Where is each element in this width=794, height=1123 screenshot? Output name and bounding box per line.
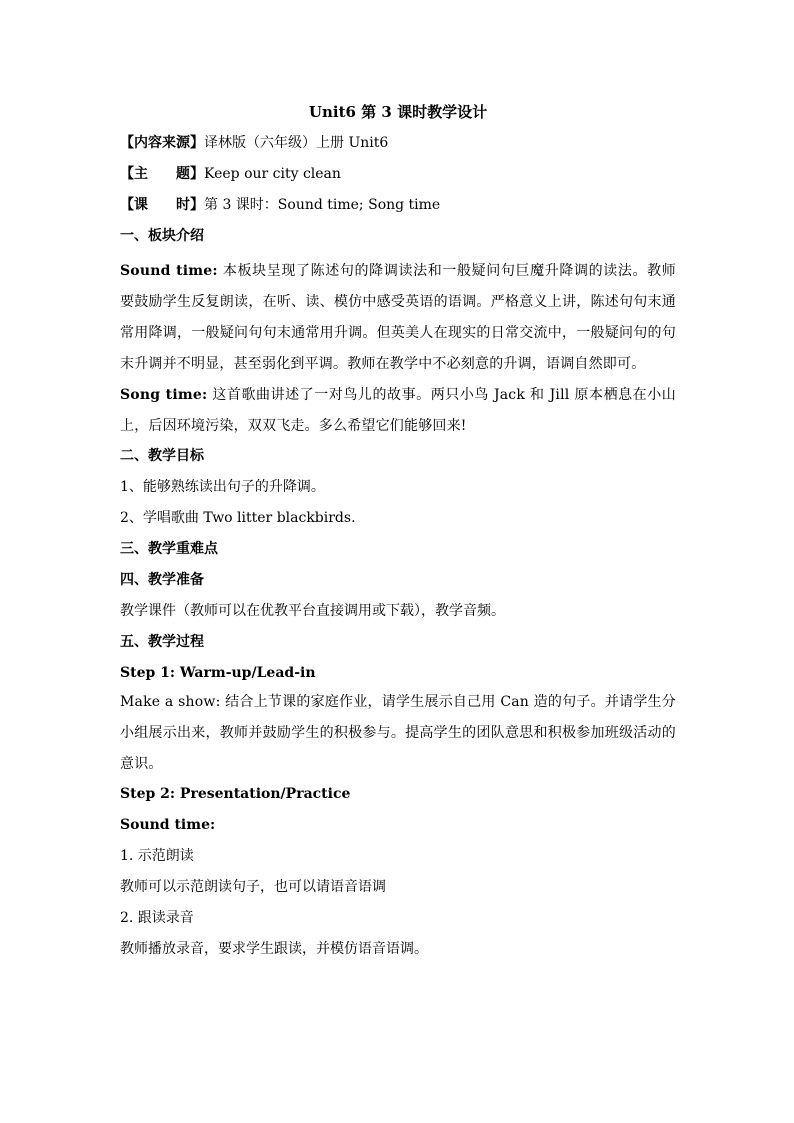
intro-sound-paragraph [120, 256, 676, 380]
section-heading-difficulties: 三、教学重难点 [120, 541, 218, 557]
step2-title: Step 2: Presentation/Practice [120, 786, 351, 802]
process-item-2-text: 教师播放录音，要求学生跟读，并模仿语音语调。 [120, 941, 428, 957]
goal-item-1: 1、能够熟练读出句子的升降调。 [120, 479, 325, 495]
source-label: 【内容来源】 [120, 135, 204, 151]
section-heading-goals: 二、教学目标 [120, 448, 204, 464]
period-line [120, 194, 676, 216]
sound-time-title: Sound time: [120, 817, 216, 833]
document-title: Unit6 第 3 课时教学设计 [308, 103, 488, 121]
period-label-b: 时】 [176, 197, 204, 213]
section-heading-preparation: 四、教学准备 [120, 572, 204, 588]
step1-paragraph: Make a show: 结合上节课的家庭作业，请学生展示自己用 Can 造的句子。并请学生分小组展示出来，教师并鼓励学生的积极参与。提高学生的团队意思和积极参加班级活动的意识。 [120, 694, 676, 772]
intro-song-label: Song time: [120, 387, 208, 403]
process-item-1-text: 教师可以示范朗读句子，也可以请语音语调 [120, 879, 386, 895]
intro-song-text: 这首歌曲讲述了一对鸟儿的故事。两只小鸟 Jack 和 Jill 原本栖息在小山上，后因环境污染，双双飞走。多么希望它们能够回来! [120, 387, 676, 434]
section-heading-process: 五、教学过程 [120, 634, 204, 650]
period-value: 第 3 课时：Sound time; Song time [204, 197, 441, 213]
process-item-1-title: 1. 示范朗读 [120, 848, 194, 864]
topic-label-a: 【主 [120, 166, 148, 182]
intro-song-paragraph [120, 380, 676, 442]
period-label-a: 【课 [120, 197, 148, 213]
section-heading-intro: 一、板块介绍 [120, 228, 204, 244]
intro-sound-text: 本板块呈现了陈述句的降调读法和一般疑问句巨魔升降调的读法。教师要鼓励学生反复朗读，在听、读、模仿中感受英语的语调。严格意义上讲，陈述句句末通常用降调，一般疑问句句末通常用升调。但英美人在现实的日常交流中，一般疑问句的句末升调并不明显，甚至弱化到平调。教师在教学中不必刻意的升调，语调自然即可。 [120, 263, 677, 372]
source-value: 译林版（六年级）上册 Unit6 [204, 135, 389, 151]
step1-title: Step 1: Warm-up/Lead-in [120, 665, 316, 681]
topic-label-b: 题】 [176, 166, 204, 182]
document-body [120, 101, 676, 969]
process-item-2-title: 2. 跟读录音 [120, 910, 194, 926]
topic-line [120, 163, 676, 185]
intro-sound-label: Sound time: [120, 263, 218, 279]
source-line [120, 132, 676, 154]
topic-value: Keep our city clean [204, 166, 341, 182]
goal-item-2: 2、学唱歌曲 Two litter blackbirds. [120, 510, 356, 526]
preparation-text: 教学课件（教师可以在优教平台直接调用或下载），教学音频。 [120, 603, 505, 619]
